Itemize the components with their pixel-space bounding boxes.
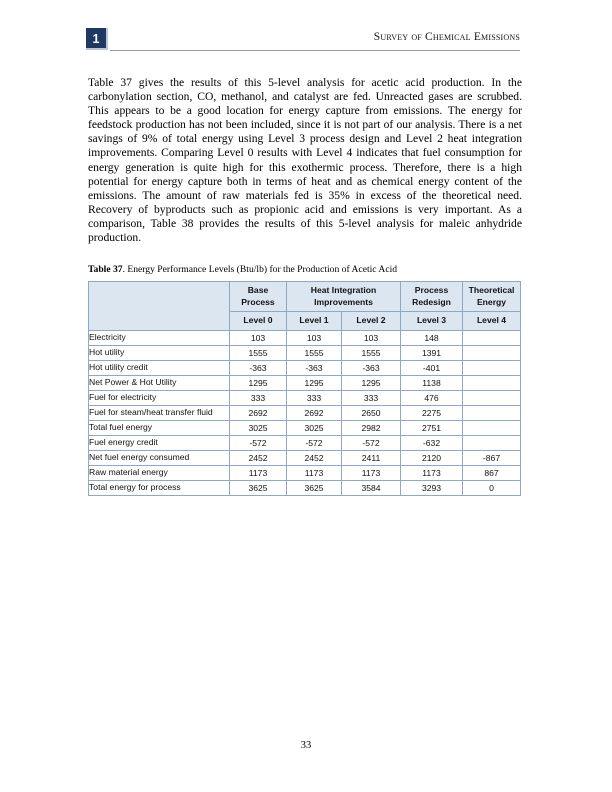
col-header-process-redesign: Process Redesign bbox=[401, 282, 463, 312]
col-header-level-2: Level 2 bbox=[342, 312, 401, 331]
body-paragraph: Table 37 gives the results of this 5-level analysis for acetic acid production. In the carbonylation section, CO, methanol, and catalyst are fed. Unreacted gases are scrubbed. This appears to be a good location for energy capture from emissions. The energy for feedstock production has not been included, since it is not part of our analysis. There is a net savings of 9% of total energy using Level 3 process design and Level 2 heat integration improvements. Comparing Level 0 results with Level 4 indicates that fuel consumption for energy generation is quite high for this exothermic process. Therefore, there is a high potential for energy capture both in terms of heat and as chemical energy content of the emissions. The amount of raw materials fed is 35% in excess of the theoretical need. Recovery of byproducts such as propionic acid and emissions is very important. As a comparison, Table 38 provides the results of this 5-level analysis for maleic anhydride production. bbox=[88, 76, 522, 245]
table-cell-level-4 bbox=[463, 375, 521, 390]
table-cell-level-0: -363 bbox=[230, 360, 287, 375]
col-header-level-1: Level 1 bbox=[287, 312, 342, 331]
col-header-theoretical-energy: Theoretical Energy bbox=[463, 282, 521, 312]
table-cell-level-0: 2452 bbox=[230, 450, 287, 465]
table-cell-level-2: 1173 bbox=[342, 465, 401, 480]
table-cell-level-1: -572 bbox=[287, 435, 342, 450]
running-header bbox=[86, 28, 520, 54]
table-cell-level-0: 1173 bbox=[230, 465, 287, 480]
table-cell-level-2: 2650 bbox=[342, 405, 401, 420]
table-cell-level-1: 1295 bbox=[287, 375, 342, 390]
table-cell-level-1: 1173 bbox=[287, 465, 342, 480]
table-cell-level-0: 333 bbox=[230, 390, 287, 405]
table-cell-level-2: 333 bbox=[342, 390, 401, 405]
table-cell-level-2: -363 bbox=[342, 360, 401, 375]
table-row bbox=[89, 480, 521, 495]
table-cell-level-3: 3293 bbox=[401, 480, 463, 495]
table-cell-level-4 bbox=[463, 420, 521, 435]
table-cell-level-1: -363 bbox=[287, 360, 342, 375]
table-body bbox=[89, 330, 521, 495]
table-cell-level-0: 1555 bbox=[230, 345, 287, 360]
table-row-label: Raw material energy bbox=[89, 465, 230, 480]
table-cell-level-0: 3625 bbox=[230, 480, 287, 495]
table-cell-level-0: 2692 bbox=[230, 405, 287, 420]
col-header-level-0: Level 0 bbox=[230, 312, 287, 331]
table-cell-level-0: -572 bbox=[230, 435, 287, 450]
table-cell-level-1: 2452 bbox=[287, 450, 342, 465]
table-cell-level-2: -572 bbox=[342, 435, 401, 450]
table-row bbox=[89, 435, 521, 450]
table-row-label: Hot utility bbox=[89, 345, 230, 360]
table-cell-level-2: 3584 bbox=[342, 480, 401, 495]
table-cell-level-3: -401 bbox=[401, 360, 463, 375]
table-row-label: Fuel for steam/heat transfer fluid bbox=[89, 405, 230, 420]
table-cell-level-3: 1138 bbox=[401, 375, 463, 390]
header-divider-rule bbox=[110, 50, 520, 51]
table-row bbox=[89, 330, 521, 345]
table-caption-label: Table 37 bbox=[88, 264, 123, 275]
table-row-label: Total energy for process bbox=[89, 480, 230, 495]
table-cell-level-4 bbox=[463, 435, 521, 450]
table-row-label: Fuel for electricity bbox=[89, 390, 230, 405]
table-cell-level-0: 1295 bbox=[230, 375, 287, 390]
table-caption bbox=[88, 264, 520, 276]
table-cell-level-3: -632 bbox=[401, 435, 463, 450]
table-row-label: Net fuel energy consumed bbox=[89, 450, 230, 465]
table-row bbox=[89, 390, 521, 405]
table-row-label: Electricity bbox=[89, 330, 230, 345]
table-cell-level-0: 3025 bbox=[230, 420, 287, 435]
table-caption-text: . Energy Performance Levels (Btu/lb) for the Production of Acetic Acid bbox=[122, 264, 398, 275]
col-header-heat-integration: Heat Integration Improvements bbox=[287, 282, 401, 312]
table-cell-level-1: 333 bbox=[287, 390, 342, 405]
table-cell-level-2: 1295 bbox=[342, 375, 401, 390]
chapter-number-badge: 1 bbox=[86, 28, 108, 50]
table-header-group-row bbox=[89, 282, 521, 312]
table-cell-level-4: -867 bbox=[463, 450, 521, 465]
table-cell-level-0: 103 bbox=[230, 330, 287, 345]
table-row bbox=[89, 345, 521, 360]
table-cell-level-2: 2411 bbox=[342, 450, 401, 465]
table-cell-level-1: 3625 bbox=[287, 480, 342, 495]
energy-performance-table bbox=[88, 281, 521, 496]
table-cell-level-4 bbox=[463, 330, 521, 345]
col-header-level-4: Level 4 bbox=[463, 312, 521, 331]
table-row-label: Net Power & Hot Utility bbox=[89, 375, 230, 390]
table-row bbox=[89, 450, 521, 465]
table-row bbox=[89, 375, 521, 390]
table-cell-level-4 bbox=[463, 360, 521, 375]
table-cell-level-1: 1555 bbox=[287, 345, 342, 360]
table-row-label: Hot utility credit bbox=[89, 360, 230, 375]
table-corner-cell bbox=[89, 282, 230, 331]
table-row bbox=[89, 465, 521, 480]
table-cell-level-3: 148 bbox=[401, 330, 463, 345]
table-cell-level-3: 1391 bbox=[401, 345, 463, 360]
table-row bbox=[89, 405, 521, 420]
table-row bbox=[89, 420, 521, 435]
page-number: 33 bbox=[300, 740, 312, 751]
table-cell-level-4 bbox=[463, 405, 521, 420]
table-cell-level-1: 103 bbox=[287, 330, 342, 345]
table-cell-level-3: 2120 bbox=[401, 450, 463, 465]
table-cell-level-1: 2692 bbox=[287, 405, 342, 420]
table-cell-level-2: 103 bbox=[342, 330, 401, 345]
table-cell-level-3: 2275 bbox=[401, 405, 463, 420]
table-cell-level-2: 2982 bbox=[342, 420, 401, 435]
table-block bbox=[88, 264, 520, 496]
header-title: Survey of Chemical Emissions bbox=[373, 31, 520, 43]
table-cell-level-2: 1555 bbox=[342, 345, 401, 360]
table-row bbox=[89, 360, 521, 375]
table-row-label: Fuel energy credit bbox=[89, 435, 230, 450]
table-cell-level-3: 476 bbox=[401, 390, 463, 405]
table-cell-level-3: 1173 bbox=[401, 465, 463, 480]
table-row-label: Total fuel energy bbox=[89, 420, 230, 435]
col-header-base-process: Base Process bbox=[230, 282, 287, 312]
body-text-block bbox=[88, 76, 522, 245]
table-cell-level-4: 867 bbox=[463, 465, 521, 480]
table-cell-level-4 bbox=[463, 390, 521, 405]
table-cell-level-3: 2751 bbox=[401, 420, 463, 435]
table-cell-level-4: 0 bbox=[463, 480, 521, 495]
table-cell-level-1: 3025 bbox=[287, 420, 342, 435]
col-header-level-3: Level 3 bbox=[401, 312, 463, 331]
table-cell-level-4 bbox=[463, 345, 521, 360]
table-header bbox=[89, 282, 521, 331]
